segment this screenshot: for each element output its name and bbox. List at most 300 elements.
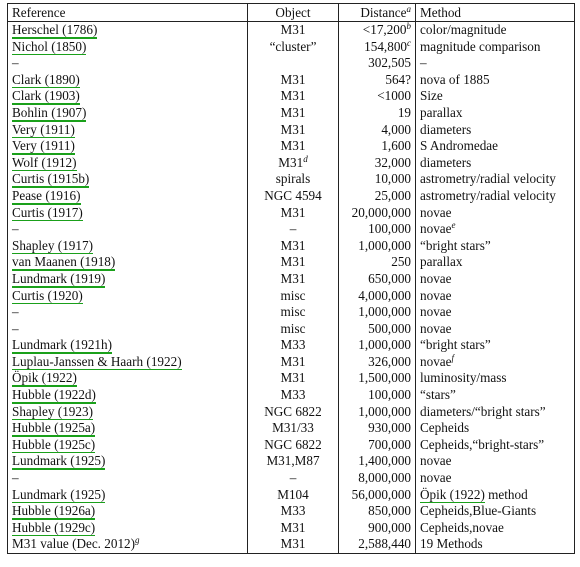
distance-value: 19	[397, 104, 411, 120]
citation-year: 1923	[62, 403, 89, 419]
cell-distance	[339, 354, 416, 371]
cell-object	[248, 387, 339, 404]
cell-object	[248, 188, 339, 205]
cell-reference	[8, 155, 248, 172]
cell-reference	[8, 221, 248, 238]
citation-link[interactable]: Very (1911)	[12, 121, 75, 137]
citation-link[interactable]: Shapley (1917)	[12, 237, 93, 253]
object-name: M31	[280, 121, 306, 137]
citation-link[interactable]: Lundmark (1921h)	[12, 337, 113, 353]
cell-reference	[8, 437, 248, 454]
distance-value: 100,000	[368, 387, 411, 403]
table-row	[8, 22, 575, 39]
method-text: novae	[420, 304, 452, 320]
reference-text: M31 value (Dec. 2012)	[12, 536, 136, 552]
table-row	[8, 88, 575, 105]
reference-text: –	[12, 55, 19, 71]
table-row	[8, 39, 575, 56]
method-text: novae	[420, 204, 452, 220]
distance-value: 8,000,000	[358, 470, 411, 486]
distance-value: 930,000	[368, 420, 411, 436]
cell-object	[248, 304, 339, 321]
cell-distance	[339, 105, 416, 122]
method-text: parallax	[420, 104, 463, 120]
citation-link[interactable]: Lundmark (1919)	[12, 270, 106, 286]
citation-link[interactable]: Curtis (1920)	[12, 287, 83, 303]
citation-year: 1786	[66, 22, 93, 37]
citation-link[interactable]: van Maanen (1918)	[12, 254, 116, 270]
cell-distance	[339, 470, 416, 487]
cell-method	[416, 205, 575, 222]
citation-link[interactable]: Öpik (1922)	[420, 486, 485, 502]
cell-method	[416, 122, 575, 139]
citation-link[interactable]: Curtis (1915b)	[12, 171, 90, 187]
object-name: M31	[280, 519, 306, 535]
citation-year: 1926a	[58, 503, 91, 519]
object-name: M31/33	[272, 420, 314, 436]
citation-link[interactable]: Luplau-Janssen & Haarh (1922)	[12, 353, 182, 369]
citation-link[interactable]: Wolf (1912)	[12, 154, 77, 170]
distance-value: 1,400,000	[358, 453, 411, 469]
cell-object	[248, 536, 339, 553]
method-text: nova of 1885	[420, 71, 490, 87]
cell-reference	[8, 370, 248, 387]
distance-value: 4,000,000	[358, 287, 411, 303]
distance-value: 1,000,000	[358, 304, 411, 320]
table-row	[8, 171, 575, 188]
object-name: M31	[280, 353, 306, 369]
cell-method	[416, 238, 575, 255]
citation-author: Hubble	[12, 420, 51, 436]
citation-author: Shapley	[12, 403, 55, 419]
object-name: misc	[280, 304, 306, 320]
distance-value: 564?	[385, 71, 411, 87]
cell-distance	[339, 221, 416, 238]
object-name: –	[289, 221, 297, 237]
cell-reference	[8, 205, 248, 222]
cell-method	[416, 105, 575, 122]
cell-method	[416, 288, 575, 305]
distance-value: 20,000,000	[351, 204, 411, 220]
citation-link[interactable]: Hubble (1926a)	[12, 503, 96, 519]
table-row	[8, 503, 575, 520]
table-row	[8, 288, 575, 305]
cell-distance	[339, 171, 416, 188]
citation-link[interactable]: Hubble (1925c)	[12, 436, 96, 452]
cell-reference	[8, 503, 248, 520]
method-text: astrometry/radial velocity	[420, 171, 556, 187]
citation-link[interactable]: Curtis (1917)	[12, 204, 83, 220]
reference-text: –	[12, 320, 19, 336]
cell-reference	[8, 354, 248, 371]
cell-method	[416, 138, 575, 155]
cell-method	[416, 387, 575, 404]
table-row	[8, 155, 575, 172]
method-text: novae	[420, 320, 452, 336]
cell-object	[248, 487, 339, 504]
cell-object	[248, 238, 339, 255]
citation-author: Hubble	[12, 387, 51, 403]
citation-author: Very	[12, 121, 37, 137]
table-row	[8, 304, 575, 321]
distance-value: 500,000	[368, 320, 411, 336]
table-row	[8, 205, 575, 222]
table-row	[8, 520, 575, 537]
citation-author: Herschel	[12, 22, 59, 37]
reference-text: –	[12, 470, 19, 486]
cell-method	[416, 503, 575, 520]
object-name: NGC 6822	[264, 403, 322, 419]
cell-distance	[339, 321, 416, 338]
table-row	[8, 122, 575, 139]
distance-value: 850,000	[368, 503, 411, 519]
citation-author: Curtis	[12, 287, 45, 303]
table-row	[8, 55, 575, 72]
cell-distance	[339, 288, 416, 305]
cell-distance	[339, 420, 416, 437]
cell-distance	[339, 437, 416, 454]
cell-method	[416, 221, 575, 238]
citation-author: Very	[12, 138, 37, 154]
table-row	[8, 254, 575, 271]
method-text: magnitude comparison	[420, 38, 541, 54]
method-text: novae	[420, 270, 452, 286]
citation-year: 1925	[74, 453, 102, 469]
cell-method	[416, 72, 575, 89]
cell-method	[416, 188, 575, 205]
cell-method	[416, 420, 575, 437]
cell-reference	[8, 271, 248, 288]
header-row	[8, 4, 575, 22]
cell-distance	[339, 72, 416, 89]
cell-object	[248, 55, 339, 72]
citation-author: Hubble	[12, 519, 51, 535]
citation-year: 1918	[84, 254, 111, 270]
citation-author: Lundmark	[12, 486, 67, 502]
distance-value: 1,500,000	[358, 370, 411, 386]
citation-year: 1917	[62, 237, 89, 253]
citation-year: 1922	[150, 353, 178, 369]
table-row	[8, 470, 575, 487]
citation-year: 1911	[44, 121, 71, 137]
cell-object	[248, 337, 339, 354]
object-name: NGC 6822	[264, 436, 322, 452]
method-text: novae	[420, 287, 452, 303]
citation-link[interactable]: Hubble (1925a)	[12, 420, 96, 436]
table-row	[8, 337, 575, 354]
cell-reference	[8, 22, 248, 39]
citation-year: 1920	[51, 287, 79, 303]
method-text: Cepheids,Blue-Giants	[420, 503, 537, 519]
cell-object	[248, 39, 339, 56]
cell-reference	[8, 138, 248, 155]
footnote-marker: c	[407, 38, 411, 48]
citation-author: Lundmark	[12, 453, 67, 469]
method-text: “stars”	[420, 387, 456, 403]
cell-method	[416, 171, 575, 188]
header-reference: Reference	[8, 4, 248, 22]
object-name: M33	[280, 337, 306, 353]
table-row	[8, 453, 575, 470]
method-text: Cepheids,“bright-stars”	[420, 436, 545, 452]
cell-object	[248, 470, 339, 487]
citation-year: 1929c	[58, 519, 91, 535]
header-distance-label: Distance	[360, 5, 407, 20]
citation-link[interactable]: Nichol (1850)	[12, 38, 87, 54]
cell-distance	[339, 404, 416, 421]
table-row	[8, 437, 575, 454]
cell-object	[248, 370, 339, 387]
object-name: “cluster”	[269, 38, 317, 54]
cell-reference	[8, 55, 248, 72]
table-row	[8, 321, 575, 338]
citation-link[interactable]: Pease (1916)	[12, 187, 81, 203]
distance-value: 1,000,000	[358, 237, 411, 253]
distance-value: <1000	[377, 88, 411, 104]
citation-link[interactable]: Clark (1890)	[12, 71, 80, 87]
cell-reference	[8, 453, 248, 470]
table-row	[8, 420, 575, 437]
object-name: M33	[280, 503, 306, 519]
citation-year: 1921h	[74, 337, 108, 353]
citation-year: 1922d	[58, 387, 92, 403]
cell-reference	[8, 88, 248, 105]
object-name: M31	[280, 254, 306, 270]
citation-year: 1917	[51, 204, 79, 220]
table-row	[8, 404, 575, 421]
table-row	[8, 271, 575, 288]
distance-value: 250	[391, 254, 411, 270]
object-name: M31	[280, 104, 306, 120]
header-object: Object	[248, 4, 339, 22]
citation-year: 1916	[49, 187, 77, 203]
cell-distance	[339, 304, 416, 321]
citation-author: Lundmark	[12, 270, 67, 286]
reference-text: –	[12, 304, 19, 320]
cell-object	[248, 288, 339, 305]
method-text: diameters	[420, 154, 472, 170]
cell-object	[248, 404, 339, 421]
cell-object	[248, 72, 339, 89]
distance-value: 700,000	[368, 436, 411, 452]
citation-author: Hubble	[12, 436, 51, 452]
method-text: method	[484, 486, 528, 502]
cell-object	[248, 420, 339, 437]
citation-year: 1925c	[58, 436, 91, 452]
cell-object	[248, 254, 339, 271]
cell-method	[416, 22, 575, 39]
cell-distance	[339, 370, 416, 387]
method-text: Cepheids,novae	[420, 519, 504, 535]
citation-author: Hubble	[12, 503, 51, 519]
citation-link[interactable]: Hubble (1929c)	[12, 519, 96, 535]
distance-value: 32,000	[374, 154, 411, 170]
citation-author: Clark	[12, 71, 42, 87]
citation-link[interactable]: Shapley (1923)	[12, 403, 93, 419]
table-row	[8, 387, 575, 404]
method-text: astrometry/radial velocity	[420, 187, 556, 203]
object-name: –	[289, 470, 297, 486]
cell-reference	[8, 387, 248, 404]
cell-method	[416, 437, 575, 454]
header-method: Method	[416, 4, 575, 22]
cell-method	[416, 271, 575, 288]
table-row	[8, 105, 575, 122]
cell-method	[416, 55, 575, 72]
method-text: 19 Methods	[420, 536, 483, 552]
cell-method	[416, 321, 575, 338]
cell-distance	[339, 39, 416, 56]
cell-reference	[8, 420, 248, 437]
footnote-marker: b	[406, 21, 411, 31]
cell-method	[416, 254, 575, 271]
cell-object	[248, 453, 339, 470]
table-row	[8, 72, 575, 89]
method-text: S Andromedae	[420, 138, 499, 154]
cell-object	[248, 437, 339, 454]
cell-reference	[8, 122, 248, 139]
footnote-marker: g	[135, 536, 140, 546]
cell-distance	[339, 453, 416, 470]
method-text: novae	[420, 221, 452, 237]
citation-link[interactable]: Lundmark (1925)	[12, 486, 106, 502]
method-text: novae	[420, 453, 452, 469]
distance-value: 326,000	[368, 353, 411, 369]
distance-value: 154,800	[364, 38, 407, 54]
cell-distance	[339, 138, 416, 155]
cell-reference	[8, 404, 248, 421]
cell-method	[416, 520, 575, 537]
distance-value: 1,600	[381, 138, 411, 154]
distance-value: 10,000	[374, 171, 411, 187]
citation-year: 1911	[44, 138, 71, 154]
distance-value: 650,000	[368, 270, 411, 286]
citation-link[interactable]: Öpik (1922)	[12, 370, 77, 386]
object-name: M31	[280, 71, 306, 87]
cell-reference	[8, 188, 248, 205]
cell-object	[248, 155, 339, 172]
cell-method	[416, 88, 575, 105]
distance-estimates-table	[7, 3, 575, 554]
citation-author: Nichol	[12, 38, 48, 54]
citation-author: Clark	[12, 88, 42, 104]
cell-distance	[339, 188, 416, 205]
citation-link[interactable]: Very (1911)	[12, 138, 75, 154]
cell-object	[248, 503, 339, 520]
citation-year: 1907	[55, 104, 82, 120]
citation-year: 1890	[49, 71, 76, 87]
cell-method	[416, 487, 575, 504]
cell-reference	[8, 105, 248, 122]
cell-object	[248, 171, 339, 188]
cell-distance	[339, 22, 416, 39]
cell-reference	[8, 288, 248, 305]
citation-author: Curtis	[12, 204, 45, 220]
citation-author: Luplau-Janssen & Haarh	[12, 353, 144, 369]
cell-object	[248, 138, 339, 155]
object-name: M33	[280, 387, 306, 403]
object-name: spirals	[275, 171, 311, 187]
table-row	[8, 354, 575, 371]
citation-link[interactable]: Hubble (1922d)	[12, 387, 96, 403]
cell-distance	[339, 520, 416, 537]
cell-distance	[339, 503, 416, 520]
method-text: Cepheids	[420, 420, 470, 436]
citation-author: Pease	[12, 187, 43, 203]
citation-author: Bohlin	[12, 104, 48, 120]
citation-link[interactable]: Bohlin (1907)	[12, 104, 87, 120]
object-name: M31	[280, 270, 306, 286]
cell-method	[416, 304, 575, 321]
cell-distance	[339, 271, 416, 288]
object-name: M31,M87	[266, 453, 320, 469]
table-row	[8, 138, 575, 155]
cell-method	[416, 453, 575, 470]
distance-value: 56,000,000	[351, 486, 411, 502]
citation-year: 1922	[454, 486, 481, 502]
method-text: novae	[420, 470, 452, 486]
distance-value: 2,588,440	[358, 536, 411, 552]
citation-link[interactable]: Lundmark (1925)	[12, 453, 106, 469]
object-name: M31	[280, 204, 306, 220]
cell-reference	[8, 72, 248, 89]
cell-reference	[8, 171, 248, 188]
cell-distance	[339, 88, 416, 105]
cell-distance	[339, 238, 416, 255]
cell-method	[416, 470, 575, 487]
cell-reference	[8, 520, 248, 537]
method-text: “bright stars”	[420, 337, 491, 353]
cell-object	[248, 22, 339, 39]
citation-year: 1925	[74, 486, 102, 502]
cell-object	[248, 122, 339, 139]
method-text: luminosity/mass	[420, 370, 507, 386]
cell-object	[248, 221, 339, 238]
citation-link[interactable]: Clark (1903)	[12, 88, 80, 104]
cell-reference	[8, 470, 248, 487]
table-row	[8, 536, 575, 553]
distance-value: 302,505	[368, 55, 411, 71]
table-row	[8, 487, 575, 504]
footnote-marker: e	[451, 221, 456, 231]
method-text: parallax	[420, 254, 463, 270]
reference-text: –	[12, 221, 19, 237]
cell-distance	[339, 254, 416, 271]
cell-distance	[339, 122, 416, 139]
cell-reference	[8, 39, 248, 56]
method-text: diameters	[420, 121, 472, 137]
object-name: M31	[280, 536, 306, 552]
cell-method	[416, 337, 575, 354]
cell-reference	[8, 487, 248, 504]
citation-year: 1919	[74, 270, 102, 286]
citation-author: Öpik	[12, 370, 39, 386]
cell-method	[416, 370, 575, 387]
citation-year: 1915b	[51, 171, 85, 187]
citation-author: Öpik	[420, 486, 447, 502]
footnote-marker: d	[303, 154, 308, 164]
object-name: M104	[277, 486, 309, 502]
table-row	[8, 238, 575, 255]
cell-distance	[339, 487, 416, 504]
cell-reference	[8, 536, 248, 553]
citation-author: van Maanen	[12, 254, 77, 270]
table-body	[8, 22, 575, 554]
citation-link[interactable]: Herschel (1786)	[12, 22, 98, 37]
cell-reference	[8, 254, 248, 271]
object-name: M31	[280, 22, 306, 37]
cell-distance	[339, 337, 416, 354]
